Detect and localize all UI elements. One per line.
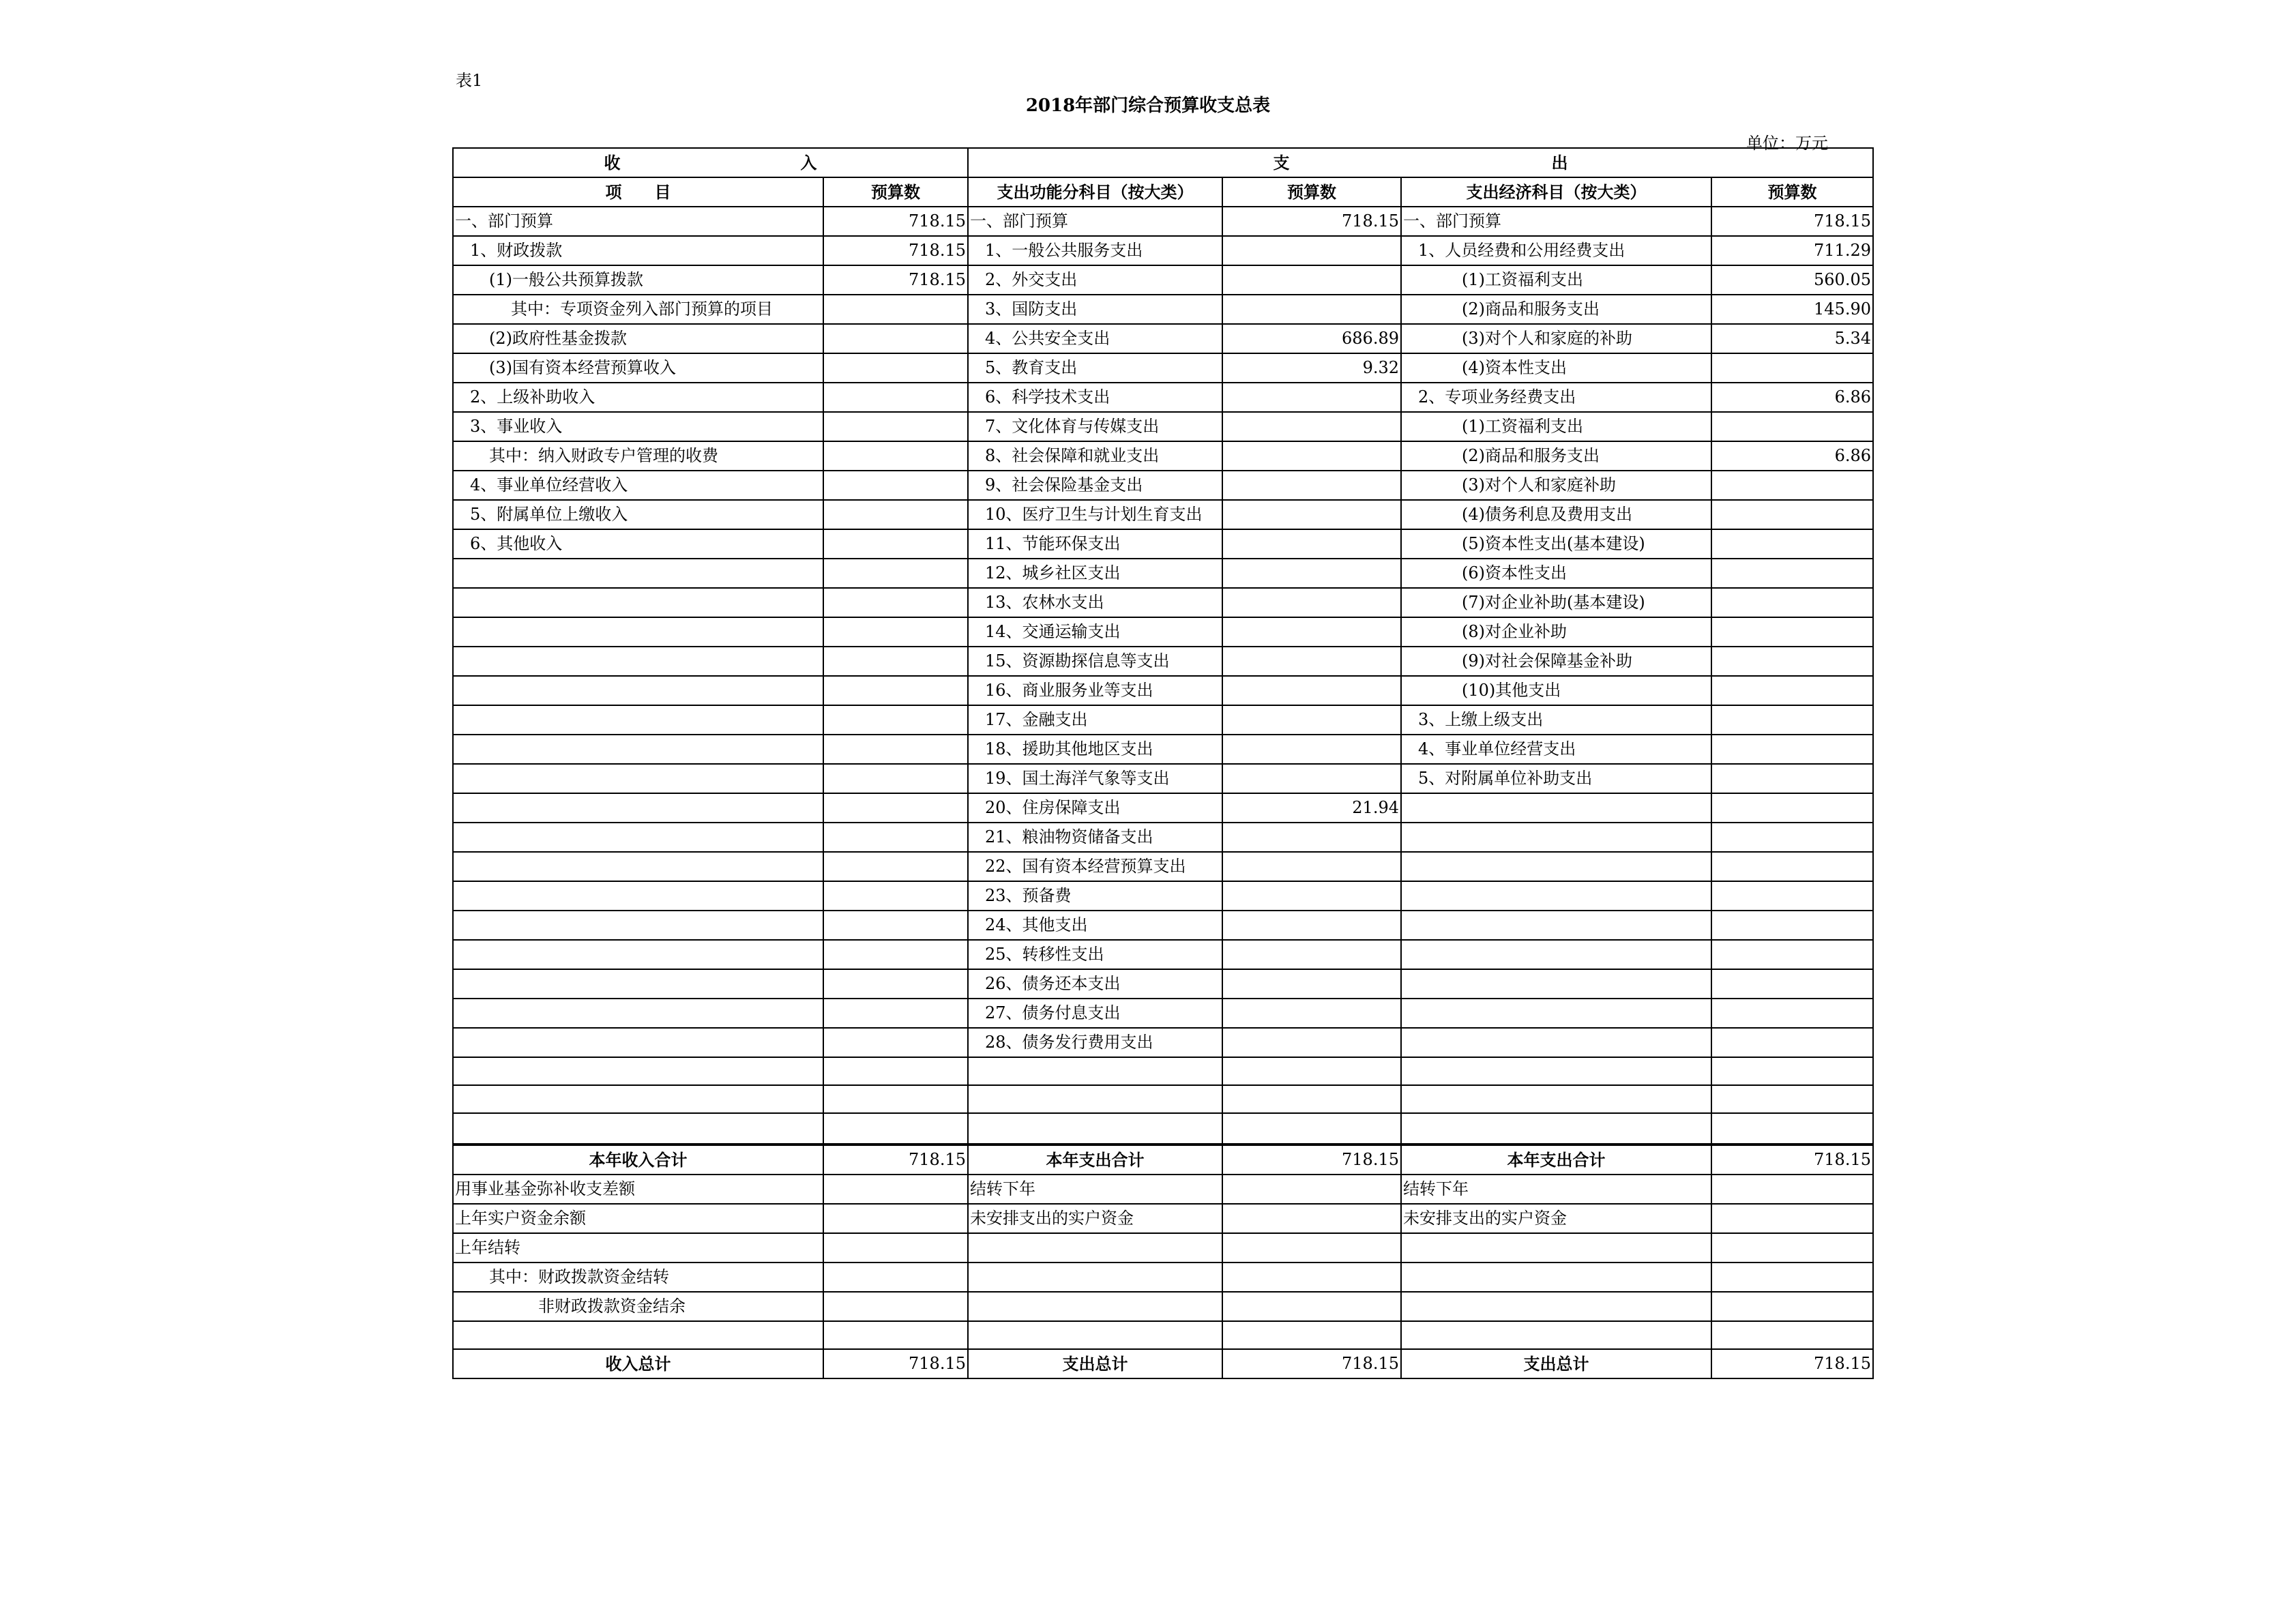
func-amount-cell (1222, 441, 1401, 471)
income-item-cell: 其中：纳入财政专户管理的收费 (453, 441, 823, 471)
document-title: 2018年部门综合预算收支总表 (1025, 95, 1271, 116)
func-item-cell: 24、其他支出 (968, 911, 1222, 940)
func-amount-cell (1222, 412, 1401, 441)
income-amount-cell (823, 1292, 968, 1321)
income-amount-cell: 718.15 (823, 207, 968, 236)
income-amount-cell: 718.15 (823, 236, 968, 265)
econ-amount-cell (1711, 940, 1873, 969)
col-header-item: 项 目 (453, 177, 823, 207)
econ-amount-cell (1711, 1292, 1873, 1321)
table-row (453, 1057, 1873, 1085)
econ-item-cell: 1、人员经费和公用经费支出 (1401, 236, 1711, 265)
econ-item-cell: 5、对附属单位补助支出 (1401, 764, 1711, 793)
income-amount-cell (823, 353, 968, 383)
econ-amount-cell (1711, 881, 1873, 911)
func-amount-cell (1222, 823, 1401, 852)
econ-amount-cell (1711, 617, 1873, 647)
econ-amount-cell (1711, 676, 1873, 705)
table-row (453, 1113, 1873, 1145)
econ-item-cell (1401, 940, 1711, 969)
econ-item-cell: (9)对社会保障基金补助 (1401, 647, 1711, 676)
func-item-cell: 25、转移性支出 (968, 940, 1222, 969)
col-header-func: 支出功能分科目（按大类） (968, 177, 1222, 207)
income-item-cell (453, 823, 823, 852)
func-amount-cell (1222, 764, 1401, 793)
econ-item-cell (1401, 793, 1711, 823)
econ-amount-cell (1711, 999, 1873, 1028)
income-item-cell: 其中：专项资金列入部门预算的项目 (453, 295, 823, 324)
econ-amount-cell (1711, 852, 1873, 881)
econ-total-value: 718.15 (1711, 1349, 1873, 1378)
func-item-cell (968, 1057, 1222, 1085)
income-item-cell (453, 735, 823, 764)
econ-item-cell: 3、上缴上级支出 (1401, 705, 1711, 735)
budget-summary-table (452, 147, 1874, 1379)
econ-item-cell: (1)工资福利支出 (1401, 412, 1711, 441)
income-item-cell (453, 1057, 823, 1085)
table-row (453, 353, 1873, 383)
table-row (453, 441, 1873, 471)
econ-item-cell (1401, 969, 1711, 999)
income-item-cell: 一、部门预算 (453, 207, 823, 236)
func-item-cell (968, 1292, 1222, 1321)
income-group-header: 收 入 (453, 148, 968, 177)
func-amount-cell (1222, 1321, 1401, 1349)
income-item-cell: (2)政府性基金拨款 (453, 324, 823, 353)
income-item-cell (453, 911, 823, 940)
table-row (453, 617, 1873, 647)
econ-amount-cell (1711, 969, 1873, 999)
func-amount-cell (1222, 529, 1401, 559)
func-item-cell: 6、科学技术支出 (968, 383, 1222, 412)
income-amount-cell (823, 823, 968, 852)
func-amount-cell (1222, 559, 1401, 588)
econ-item-cell (1401, 852, 1711, 881)
econ-item-cell: 结转下年 (1401, 1175, 1711, 1204)
income-item-cell (453, 999, 823, 1028)
income-amount-cell (823, 705, 968, 735)
econ-amount-cell (1711, 471, 1873, 500)
econ-item-cell: (5)资本性支出(基本建设) (1401, 529, 1711, 559)
econ-item-cell: 未安排支出的实户资金 (1401, 1204, 1711, 1233)
income-amount-cell (823, 559, 968, 588)
func-amount-cell (1222, 1204, 1401, 1233)
income-amount-cell (823, 324, 968, 353)
income-item-cell (453, 559, 823, 588)
econ-item-cell: 4、事业单位经营支出 (1401, 735, 1711, 764)
func-item-cell (968, 1085, 1222, 1113)
econ-amount-cell (1711, 1204, 1873, 1233)
income-amount-cell (823, 969, 968, 999)
table-row (453, 647, 1873, 676)
econ-total-label: 支出总计 (1401, 1349, 1711, 1378)
income-item-cell: 非财政拨款资金结余 (453, 1292, 823, 1321)
income-item-cell: 上年实户资金余额 (453, 1204, 823, 1233)
econ-amount-cell (1711, 1085, 1873, 1113)
income-amount-cell (823, 647, 968, 676)
econ-item-cell: 2、专项业务经费支出 (1401, 383, 1711, 412)
func-item-cell: 2、外交支出 (968, 265, 1222, 295)
income-item-cell: 3、事业收入 (453, 412, 823, 441)
econ-item-cell (1401, 823, 1711, 852)
func-amount-cell (1222, 969, 1401, 999)
econ-amount-cell (1711, 705, 1873, 735)
econ-amount-cell (1711, 353, 1873, 383)
income-item-cell: 用事业基金弥补收支差额 (453, 1175, 823, 1204)
func-amount-cell (1222, 1292, 1401, 1321)
econ-amount-cell (1711, 588, 1873, 617)
func-amount-cell (1222, 940, 1401, 969)
table-row (453, 1028, 1873, 1057)
income-amount-cell (823, 1233, 968, 1263)
table-code-label: 表1 (456, 71, 483, 90)
func-amount-cell (1222, 588, 1401, 617)
income-item-cell (453, 588, 823, 617)
econ-item-cell: (3)对个人和家庭的补助 (1401, 324, 1711, 353)
func-item-cell: 13、农林水支出 (968, 588, 1222, 617)
table-row (453, 236, 1873, 265)
func-item-cell: 4、公共安全支出 (968, 324, 1222, 353)
table-row (453, 324, 1873, 353)
func-amount-cell (1222, 735, 1401, 764)
econ-amount-cell (1711, 735, 1873, 764)
table-row (453, 764, 1873, 793)
income-amount-cell (823, 1175, 968, 1204)
econ-item-cell: (8)对企业补助 (1401, 617, 1711, 647)
func-amount-cell (1222, 852, 1401, 881)
income-total-value: 718.15 (823, 1349, 968, 1378)
econ-item-cell: (3)对个人和家庭补助 (1401, 471, 1711, 500)
econ-item-cell: (10)其他支出 (1401, 676, 1711, 705)
income-amount-cell (823, 1263, 968, 1292)
func-amount-cell (1222, 471, 1401, 500)
income-amount-cell (823, 617, 968, 647)
func-item-cell (968, 1233, 1222, 1263)
func-item-cell: 20、住房保障支出 (968, 793, 1222, 823)
col-header-func-amount: 预算数 (1222, 177, 1401, 207)
income-item-cell: 6、其他收入 (453, 529, 823, 559)
table-row (453, 940, 1873, 969)
table-row (453, 705, 1873, 735)
income-item-cell: 上年结转 (453, 1233, 823, 1263)
func-amount-cell (1222, 1113, 1401, 1145)
func-amount-cell: 9.32 (1222, 353, 1401, 383)
func-amount-cell (1222, 1028, 1401, 1057)
func-amount-cell (1222, 881, 1401, 911)
econ-item-cell: 一、部门预算 (1401, 207, 1711, 236)
income-amount-cell (823, 793, 968, 823)
table-row (453, 1233, 1873, 1263)
table-row (453, 969, 1873, 999)
group-header-row (453, 148, 1873, 177)
func-amount-cell (1222, 1175, 1401, 1204)
income-amount-cell (823, 940, 968, 969)
income-amount-cell (823, 441, 968, 471)
income-total-label: 收入总计 (453, 1349, 823, 1378)
func-item-cell: 19、国土海洋气象等支出 (968, 764, 1222, 793)
econ-amount-cell (1711, 647, 1873, 676)
table-body (453, 148, 1873, 1378)
income-amount-cell (823, 1085, 968, 1113)
econ-amount-cell: 6.86 (1711, 383, 1873, 412)
func-item-cell: 10、医疗卫生与计划生育支出 (968, 500, 1222, 529)
table-row (453, 852, 1873, 881)
income-subtotal-label: 本年收入合计 (453, 1145, 823, 1175)
func-item-cell: 27、债务付息支出 (968, 999, 1222, 1028)
income-item-cell (453, 1028, 823, 1057)
income-item-cell: 2、上级补助收入 (453, 383, 823, 412)
func-item-cell: 1、一般公共服务支出 (968, 236, 1222, 265)
income-amount-cell (823, 1321, 968, 1349)
table-row (453, 1263, 1873, 1292)
func-amount-cell (1222, 911, 1401, 940)
func-item-cell: 28、债务发行费用支出 (968, 1028, 1222, 1057)
func-subtotal-label: 本年支出合计 (968, 1145, 1222, 1175)
econ-amount-cell (1711, 1028, 1873, 1057)
func-amount-cell (1222, 295, 1401, 324)
total-row (453, 1349, 1873, 1378)
func-item-cell: 18、援助其他地区支出 (968, 735, 1222, 764)
func-total-value: 718.15 (1222, 1349, 1401, 1378)
econ-item-cell (1401, 1028, 1711, 1057)
func-amount-cell: 21.94 (1222, 793, 1401, 823)
income-item-cell (453, 1321, 823, 1349)
table-row (453, 1321, 1873, 1349)
econ-item-cell (1401, 999, 1711, 1028)
income-item-cell (453, 1113, 823, 1145)
income-item-cell: 其中：财政拨款资金结转 (453, 1263, 823, 1292)
econ-amount-cell (1711, 1263, 1873, 1292)
table-row (453, 500, 1873, 529)
func-item-cell: 一、部门预算 (968, 207, 1222, 236)
func-item-cell: 22、国有资本经营预算支出 (968, 852, 1222, 881)
func-item-cell: 23、预备费 (968, 881, 1222, 911)
func-total-label: 支出总计 (968, 1349, 1222, 1378)
econ-amount-cell (1711, 1321, 1873, 1349)
income-item-cell: (1)一般公共预算拨款 (453, 265, 823, 295)
econ-amount-cell: 145.90 (1711, 295, 1873, 324)
func-amount-cell (1222, 236, 1401, 265)
econ-item-cell: (2)商品和服务支出 (1401, 295, 1711, 324)
income-amount-cell (823, 295, 968, 324)
econ-item-cell (1401, 1057, 1711, 1085)
income-item-cell (453, 764, 823, 793)
table-row (453, 735, 1873, 764)
table-row (453, 383, 1873, 412)
func-amount-cell (1222, 999, 1401, 1028)
func-item-cell: 未安排支出的实户资金 (968, 1204, 1222, 1233)
econ-item-cell (1401, 1321, 1711, 1349)
table-row (453, 1085, 1873, 1113)
econ-item-cell (1401, 1085, 1711, 1113)
func-amount-cell: 686.89 (1222, 324, 1401, 353)
income-item-cell (453, 852, 823, 881)
func-item-cell: 21、粮油物资储备支出 (968, 823, 1222, 852)
func-amount-cell (1222, 1233, 1401, 1263)
econ-item-cell (1401, 1292, 1711, 1321)
econ-amount-cell: 560.05 (1711, 265, 1873, 295)
table-row (453, 676, 1873, 705)
col-header-amount: 预算数 (823, 177, 968, 207)
func-item-cell: 8、社会保障和就业支出 (968, 441, 1222, 471)
func-item-cell: 16、商业服务业等支出 (968, 676, 1222, 705)
table-row (453, 1292, 1873, 1321)
func-item-cell: 26、债务还本支出 (968, 969, 1222, 999)
table-row (453, 793, 1873, 823)
func-amount-cell (1222, 647, 1401, 676)
econ-item-cell: (2)商品和服务支出 (1401, 441, 1711, 471)
econ-subtotal-label: 本年支出合计 (1401, 1145, 1711, 1175)
col-header-econ-amount: 预算数 (1711, 177, 1873, 207)
income-item-cell (453, 705, 823, 735)
econ-amount-cell (1711, 911, 1873, 940)
econ-amount-cell: 711.29 (1711, 236, 1873, 265)
econ-amount-cell (1711, 1175, 1873, 1204)
func-item-cell (968, 1263, 1222, 1292)
income-amount-cell (823, 999, 968, 1028)
income-amount-cell (823, 1028, 968, 1057)
income-item-cell: 5、附属单位上缴收入 (453, 500, 823, 529)
income-item-cell (453, 793, 823, 823)
income-item-cell (453, 969, 823, 999)
econ-item-cell: (4)资本性支出 (1401, 353, 1711, 383)
econ-amount-cell (1711, 1057, 1873, 1085)
func-item-cell: 3、国防支出 (968, 295, 1222, 324)
func-item-cell: 12、城乡社区支出 (968, 559, 1222, 588)
func-item-cell: 结转下年 (968, 1175, 1222, 1204)
econ-amount-cell (1711, 1113, 1873, 1145)
econ-amount-cell (1711, 500, 1873, 529)
table-row (453, 588, 1873, 617)
econ-item-cell (1401, 1233, 1711, 1263)
expense-group-header: 支 出 (968, 148, 1873, 177)
econ-item-cell (1401, 1263, 1711, 1292)
econ-item-cell: (4)债务利息及费用支出 (1401, 500, 1711, 529)
unit-label: 单位：万元 (1746, 134, 1828, 153)
income-item-cell (453, 647, 823, 676)
income-item-cell: 4、事业单位经营收入 (453, 471, 823, 500)
func-item-cell: 5、教育支出 (968, 353, 1222, 383)
func-item-cell: 11、节能环保支出 (968, 529, 1222, 559)
table-row (453, 207, 1873, 236)
income-amount-cell (823, 676, 968, 705)
econ-item-cell (1401, 1113, 1711, 1145)
econ-amount-cell: 5.34 (1711, 324, 1873, 353)
func-item-cell: 17、金融支出 (968, 705, 1222, 735)
func-amount-cell: 718.15 (1222, 207, 1401, 236)
econ-amount-cell: 718.15 (1711, 207, 1873, 236)
econ-item-cell: (1)工资福利支出 (1401, 265, 1711, 295)
income-amount-cell (823, 588, 968, 617)
econ-item-cell: (7)对企业补助(基本建设) (1401, 588, 1711, 617)
table-row (453, 823, 1873, 852)
income-amount-cell (823, 881, 968, 911)
income-amount-cell (823, 412, 968, 441)
econ-subtotal-value: 718.15 (1711, 1145, 1873, 1175)
income-amount-cell (823, 1113, 968, 1145)
income-item-cell (453, 1085, 823, 1113)
func-amount-cell (1222, 500, 1401, 529)
income-amount-cell (823, 735, 968, 764)
econ-amount-cell (1711, 1233, 1873, 1263)
func-item-cell (968, 1321, 1222, 1349)
table-row (453, 911, 1873, 940)
func-item-cell: 15、资源勘探信息等支出 (968, 647, 1222, 676)
table-row (453, 295, 1873, 324)
func-amount-cell (1222, 1263, 1401, 1292)
income-item-cell (453, 940, 823, 969)
table-row (453, 529, 1873, 559)
econ-amount-cell (1711, 529, 1873, 559)
table-row (453, 881, 1873, 911)
income-amount-cell (823, 529, 968, 559)
econ-item-cell (1401, 881, 1711, 911)
subtotal-row (453, 1145, 1873, 1175)
income-amount-cell (823, 764, 968, 793)
income-item-cell: 1、财政拨款 (453, 236, 823, 265)
table-row (453, 559, 1873, 588)
func-amount-cell (1222, 265, 1401, 295)
econ-item-cell: (6)资本性支出 (1401, 559, 1711, 588)
income-item-cell (453, 881, 823, 911)
income-amount-cell (823, 500, 968, 529)
column-header-row (453, 177, 1873, 207)
func-amount-cell (1222, 617, 1401, 647)
income-item-cell (453, 617, 823, 647)
econ-amount-cell (1711, 793, 1873, 823)
income-amount-cell (823, 1057, 968, 1085)
table-row (453, 999, 1873, 1028)
income-amount-cell (823, 852, 968, 881)
func-amount-cell (1222, 1057, 1401, 1085)
income-amount-cell: 718.15 (823, 265, 968, 295)
func-item-cell: 14、交通运输支出 (968, 617, 1222, 647)
func-item-cell: 9、社会保险基金支出 (968, 471, 1222, 500)
econ-item-cell (1401, 911, 1711, 940)
func-amount-cell (1222, 705, 1401, 735)
income-item-cell: (3)国有资本经营预算收入 (453, 353, 823, 383)
func-item-cell: 7、文化体育与传媒支出 (968, 412, 1222, 441)
income-amount-cell (823, 383, 968, 412)
table-row (453, 265, 1873, 295)
econ-amount-cell (1711, 764, 1873, 793)
econ-amount-cell: 6.86 (1711, 441, 1873, 471)
income-item-cell (453, 676, 823, 705)
table-row (453, 471, 1873, 500)
income-amount-cell (823, 911, 968, 940)
econ-amount-cell (1711, 412, 1873, 441)
col-header-econ: 支出经济科目（按大类） (1401, 177, 1711, 207)
table-row (453, 1175, 1873, 1204)
func-amount-cell (1222, 1085, 1401, 1113)
table-row (453, 412, 1873, 441)
econ-amount-cell (1711, 559, 1873, 588)
func-item-cell (968, 1113, 1222, 1145)
income-subtotal-value: 718.15 (823, 1145, 968, 1175)
income-amount-cell (823, 1204, 968, 1233)
func-amount-cell (1222, 676, 1401, 705)
econ-amount-cell (1711, 823, 1873, 852)
income-amount-cell (823, 471, 968, 500)
func-subtotal-value: 718.15 (1222, 1145, 1401, 1175)
func-amount-cell (1222, 383, 1401, 412)
table-row (453, 1204, 1873, 1233)
